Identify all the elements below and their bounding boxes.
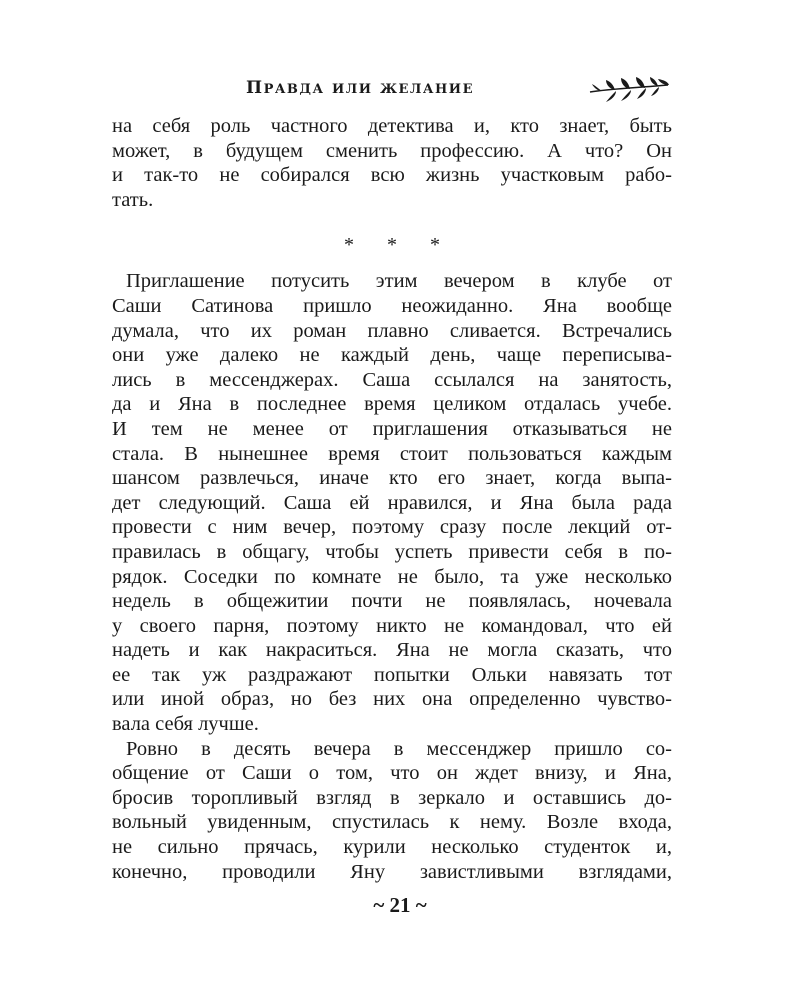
- section-separator: * * *: [344, 233, 454, 256]
- text-line: Ровно в десять вечера в мессенджер пришло со-: [126, 737, 672, 760]
- text-line: ее так уж раздражают попытки Ольки навязать тот: [112, 663, 672, 686]
- text-line: вольный увиденным, спустилась к нему. Возле входа,: [112, 811, 672, 834]
- text-line: и так-то не собирался всю жизнь участковым рабо-: [112, 164, 672, 187]
- text-line: шансом развлечься, иначе кто его знает, когда выпа-: [112, 467, 672, 490]
- running-title: [246, 78, 474, 98]
- running-title-word: ПРАВДА: [246, 78, 325, 98]
- text-line: конечно, проводили Яну завистливыми взглядами,: [112, 860, 672, 883]
- page-number: ~ 21 ~: [373, 893, 427, 917]
- text-line: они уже далеко не каждый день, чаще переписыва-: [112, 344, 672, 367]
- text-line: думала, что их роман плавно сливается. Встречались: [112, 319, 672, 342]
- paragraph: [112, 737, 672, 885]
- text-line: вала себя лучше.: [112, 713, 259, 736]
- text-line: рядок. Соседки по комнате не было, та уже несколько: [112, 565, 672, 588]
- running-title-word: ИЛИ: [331, 82, 373, 97]
- text-line: тать.: [112, 188, 154, 211]
- text-line: правилась в общагу, чтобы успеть привести себя в по-: [112, 540, 672, 563]
- text-line: бросив торопливый взгляд в зеркало и оставшись до-: [112, 786, 672, 809]
- text-line: надеть и как накраситься. Яна не могла сказать, что: [112, 639, 672, 662]
- page-body-text: [112, 114, 672, 884]
- continued-paragraph: [112, 114, 672, 212]
- text-line: может, в будущем сменить профессию. А что? Он: [112, 139, 672, 162]
- page-header: [0, 72, 800, 112]
- laurel-branch-icon: [588, 72, 670, 106]
- text-line: на себя роль частного детектива и, кто знает, быть: [112, 115, 672, 137]
- text-line: лись в мессенджерах. Саша ссылался на занятость,: [112, 368, 672, 391]
- text-line: или иной образ, но без них она определенно чувство-: [112, 688, 672, 711]
- paragraph: [112, 269, 672, 736]
- text-line: И тем не менее от приглашения отказываться не: [112, 417, 672, 440]
- text-line: да и Яна в последнее время целиком отдалась учебе.: [112, 393, 672, 416]
- text-line: у своего парня, поэтому никто не командовал, что ей: [112, 614, 672, 637]
- text-line: провести с ним вечер, поэтому сразу после лекций от-: [112, 516, 672, 539]
- text-line: общение от Саши о том, что он ждет внизу, и Яна,: [112, 762, 672, 785]
- text-line: дет следующий. Саша ей нравился, и Яна была рада: [112, 491, 672, 514]
- text-line: не сильно прячась, курили несколько студенток и,: [112, 836, 672, 859]
- text-line: недель в общежитии почти не появлялась, ночевала: [112, 590, 672, 613]
- text-line: стала. В нынешнее время стоит пользоваться каждым: [112, 442, 672, 465]
- text-line: Приглашение потусить этим вечером в клубе от: [126, 270, 672, 293]
- text-line: Саши Сатинова пришло неожиданно. Яна вообще: [112, 294, 672, 317]
- running-title-word: ЖЕЛАНИЕ: [379, 82, 474, 97]
